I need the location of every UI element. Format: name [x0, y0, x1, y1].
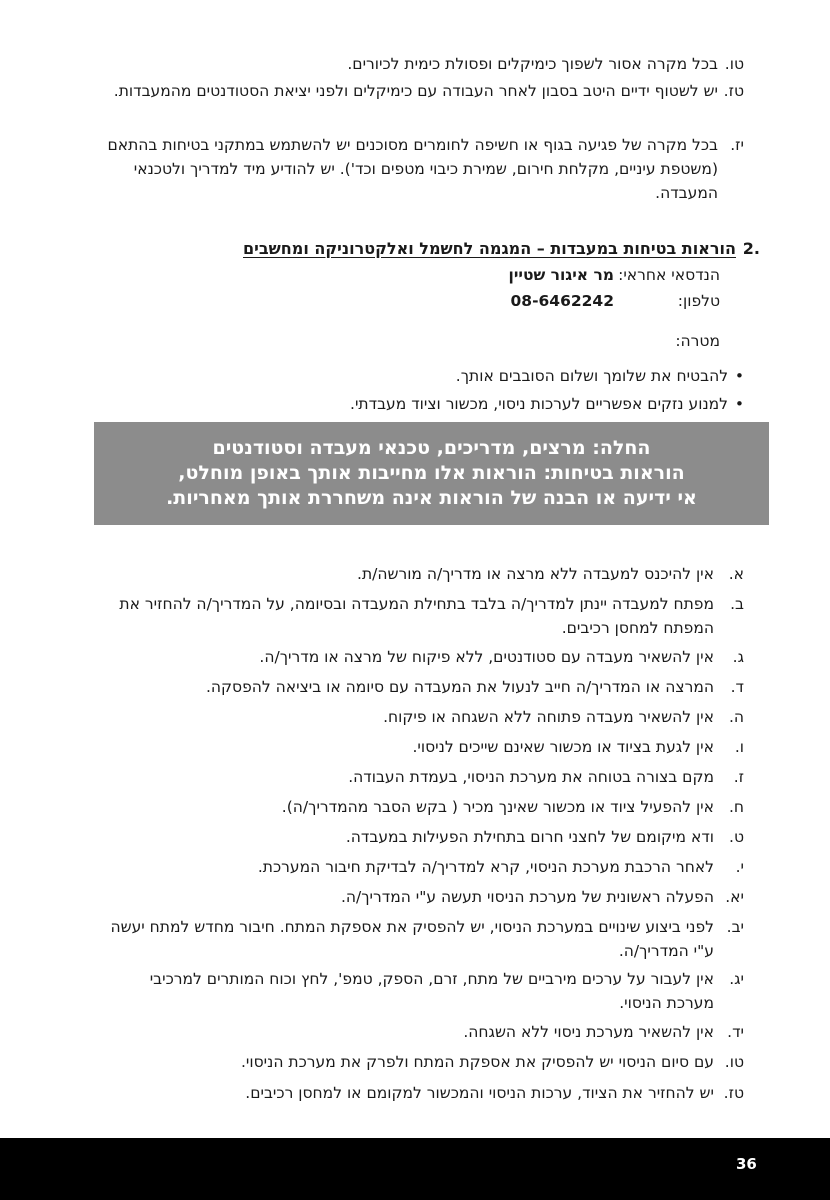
- rule-text: הפעלה ראשונית של מערכת הניסוי תעשה ע"י המדריך/ה.: [340, 888, 714, 906]
- phone-value: [511, 290, 615, 312]
- item-label: יז.: [730, 136, 744, 154]
- rule-label: ד.: [730, 678, 744, 696]
- rule-text: לאחר הרכבת מערכת הניסוי, קרא למדריך/ה לבדיקת חיבור המערכת.: [257, 858, 714, 876]
- warning-line-2: הוראות בטיחות: הוראות אלו מחייבות אותך באופן מוחלט,: [178, 462, 685, 484]
- rule-label: ז.: [733, 768, 744, 786]
- rule-text: מקם בצורה בטוחה את מערכת הניסוי, בעמדת העבודה.: [348, 768, 714, 786]
- page-number: 36: [736, 1155, 757, 1173]
- rule-text: אין להיכנס למעבדה ללא מרצה או מדריך/ה מורשה/ת.: [357, 565, 714, 583]
- item-text: בכל מקרה אסור לשפוך כימיקלים ופסולת כימית לכיורים.: [347, 55, 718, 73]
- bullet-icon: •: [734, 367, 744, 385]
- rule-label: טו.: [724, 1053, 744, 1071]
- rule-label: יד.: [727, 1023, 744, 1041]
- warning-line-1: החלה: מרצים, מדריכים, טכנאי מעבדה וסטודנטים: [212, 437, 651, 459]
- rule-text: ודא מיקומם של לחצני חרום בתחילת הפעילות במעבדה.: [345, 828, 714, 846]
- goal-label: מטרה:: [675, 332, 720, 350]
- item-label: טו.: [724, 55, 744, 73]
- rule-label: ג.: [732, 648, 744, 666]
- rule-label: ט.: [729, 828, 744, 846]
- rule-text: המרצה או המדריך/ה חייב לנעול את המעבדה עם סיומה או ביציאה להפסקה.: [205, 678, 714, 696]
- phone-label: טלפון:: [677, 292, 720, 310]
- rule-text: אין להשאיר מעבדה פתוחה ללא השגחה או פיקוח.: [383, 708, 714, 726]
- rule-text: לפני ביצוע שינויים במערכת הניסוי, יש להפסיק את אספקת המתח. חיבור מחדש למתח יעשה ע"י המדריך/ה.: [110, 918, 714, 960]
- bullet-icon: •: [734, 395, 744, 413]
- rule-label: טז.: [723, 1084, 744, 1102]
- rule-text: יש להחזיר את הציוד, ערכות הניסוי והמכשור למקומם או למחסן רכיבים.: [245, 1084, 714, 1102]
- rule-text: אין לגעת בציוד או מכשור שאינם שייכים לניסוי.: [412, 738, 714, 756]
- rule-label: י.: [735, 858, 744, 876]
- rule-label: ב.: [730, 595, 744, 613]
- rule-label: ו.: [734, 738, 744, 756]
- rule-text: מפתח למעבדה יינתן למדריך/ה בלבד בתחילת המעבדה ובסיומה, על המדריך/ה להחזיר את המפתח למחסן רכיבים.: [119, 595, 714, 637]
- warning-box: [94, 422, 769, 525]
- item-label: טז.: [723, 82, 744, 100]
- page-footer: [0, 1138, 830, 1200]
- rule-label: א.: [728, 565, 744, 583]
- rule-text: אין לעבור על ערכים מירביים של מתח, זרם, הספק, טמפ', לחץ וכוח המותרים למרכיבי מערכת הניסוי.: [149, 970, 714, 1012]
- warning-line-3: אי ידיעה או הבנה של הוראות אינה משחררת אותך מאחריות.: [166, 487, 697, 509]
- goal-text: להבטיח את שלומך ושלום הסובבים אותך.: [455, 367, 728, 385]
- rule-label: ח.: [728, 798, 744, 816]
- engineer-name: [509, 264, 615, 286]
- goal-text: למנוע נזקים אפשריים לערכות ניסוי, מכשור וציוד מעבדתי.: [350, 395, 728, 413]
- engineer-name-text: מר איגור שטיין: [508, 266, 614, 284]
- rule-label: יא.: [725, 888, 744, 906]
- item-text: יש לשטוף ידיים היטב בסבון לאחר העבודה עם כימיקלים ולפני יציאת הסטודנטים מהמעבדות.: [113, 82, 718, 100]
- item-text: בכל מקרה של פגיעה בגוף או חשיפה לחומרים מסוכנים יש להשתמש במתקני בטיחות בהתאם (משטפת עיניים, מקלחת חירום, שמירת כיבוי מטפים וכד'). יש להודיע מיד למדריך ולטכנאי המעבדה.: [107, 136, 718, 202]
- phone-value-text: 08-6462242: [510, 292, 614, 310]
- rule-text: אין להשאיר מערכת ניסוי ללא השגחה.: [463, 1023, 714, 1041]
- rule-text: עם סיום הניסוי יש להפסיק את אספקת המתח ולפרק את מערכת הניסוי.: [241, 1053, 714, 1071]
- rule-label: יב.: [726, 918, 744, 936]
- engineer-label: הנדסאי אחראי:: [618, 266, 720, 284]
- rule-text: אין להפעיל ציוד או מכשור שאינך מכיר ( בקש הסבר מהמדריך/ה).: [281, 798, 714, 816]
- rule-label: יג.: [729, 970, 744, 988]
- section-title: הוראות בטיחות במעבדות – המגמה לחשמל ואלקטרוניקה ומחשבים: [243, 239, 736, 258]
- rule-text: אין להשאיר מעבדה עם סטודנטים, ללא פיקוח של מרצה או מדריך/ה.: [259, 648, 714, 666]
- rule-label: ה.: [728, 708, 744, 726]
- section-number: .2: [742, 239, 760, 258]
